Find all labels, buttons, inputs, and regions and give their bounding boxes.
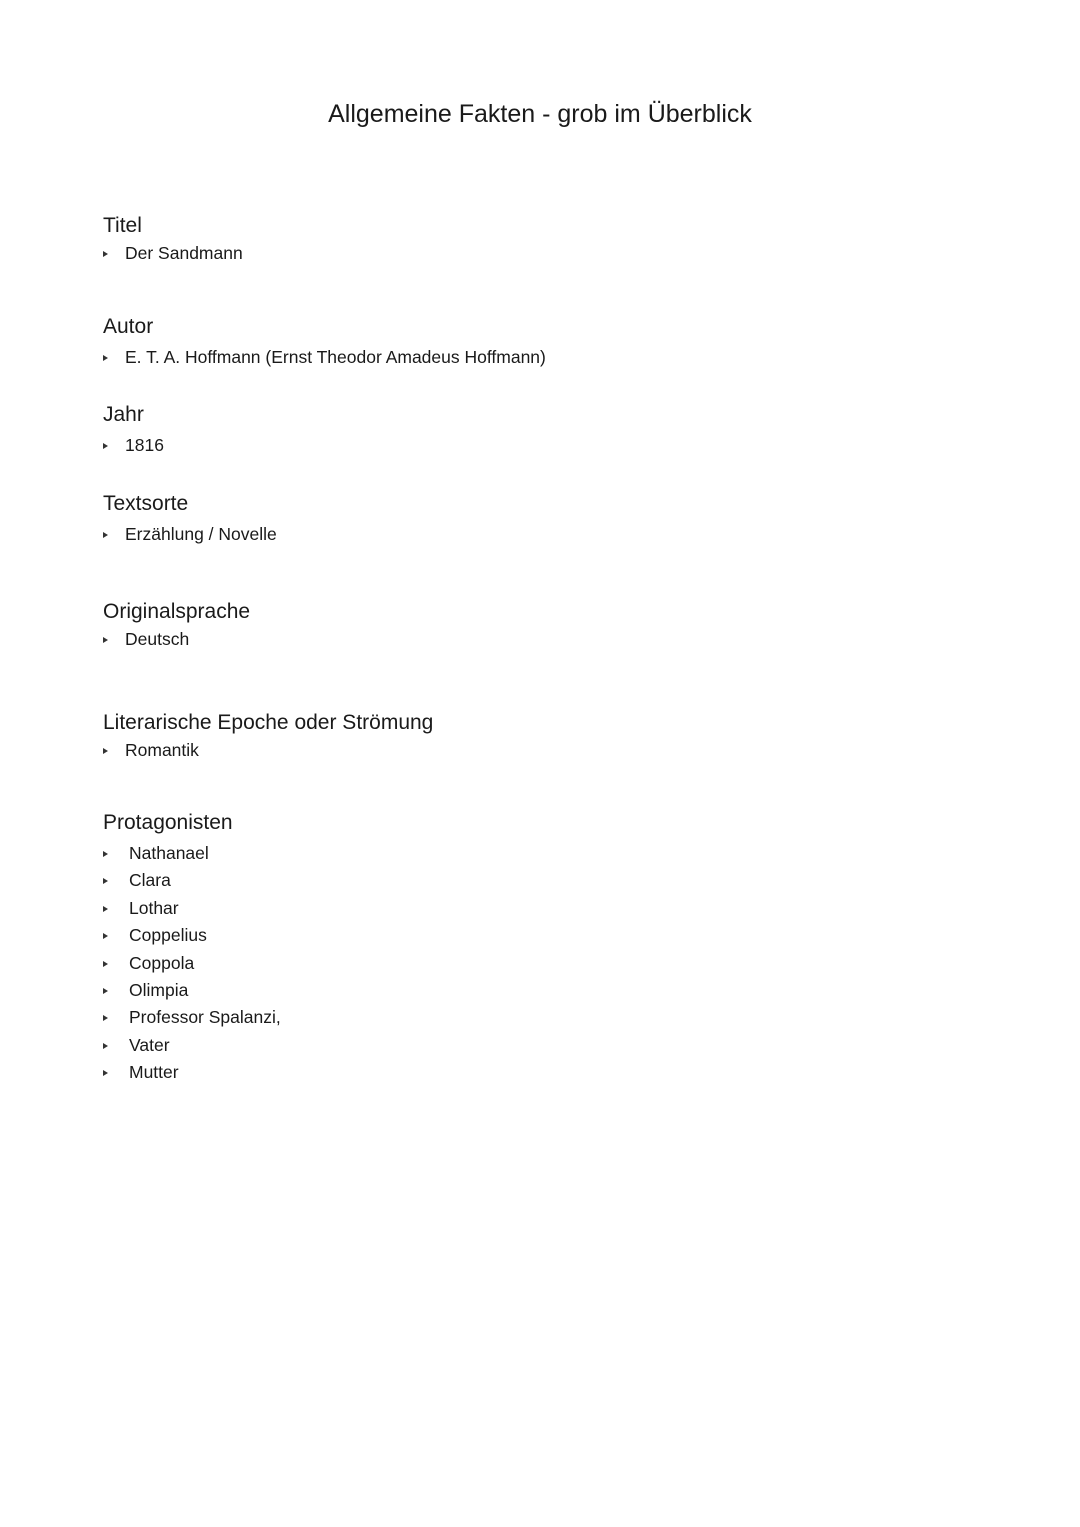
list-item-text: Coppola (129, 952, 195, 973)
triangle-right-icon (103, 933, 108, 939)
triangle-right-icon (103, 878, 108, 884)
list-item-text: Coppelius (129, 925, 207, 946)
list-item-text: Clara (129, 870, 171, 891)
section-heading-autor: Autor (103, 315, 154, 338)
list-item (103, 840, 1003, 867)
section-protagonisten (103, 809, 1003, 1087)
list-item (103, 922, 1003, 949)
list-item-text: Der Sandmann (125, 243, 243, 263)
list-item (103, 977, 1003, 1004)
list-item-text: Mutter (129, 1062, 179, 1083)
triangle-right-icon (103, 1043, 108, 1049)
section-autor (103, 313, 1003, 371)
list-item-text: E. T. A. Hoffmann (Ernst Theodor Amadeus Hoffmann) (125, 347, 546, 367)
triangle-right-icon (103, 988, 108, 994)
bullet-list-autor (103, 344, 1003, 371)
list-item-text: Erzählung / Novelle (125, 524, 277, 544)
list-item (103, 950, 1003, 977)
bullet-list-textsorte (103, 521, 1003, 548)
triangle-right-icon (103, 1070, 108, 1076)
section-heading-titel: Titel (103, 214, 142, 237)
section-epoche (103, 709, 1003, 764)
bullet-list-epoche (103, 737, 1003, 764)
bullet-list-originalsprache (103, 626, 1003, 653)
list-item (103, 240, 1003, 267)
triangle-right-icon (103, 851, 108, 857)
list-item-text: Romantik (125, 740, 199, 760)
section-heading-jahr: Jahr (103, 403, 144, 426)
section-heading-originalsprache: Originalsprache (103, 600, 251, 623)
list-item (103, 1004, 1003, 1031)
section-originalsprache (103, 598, 1003, 653)
triangle-right-icon (103, 443, 108, 449)
section-heading-epoche: Literarische Epoche oder Strömung (103, 711, 434, 734)
page-title: Allgemeine Fakten - grob im Überblick (328, 100, 752, 128)
list-item-text: Lothar (129, 897, 179, 918)
list-item-text: Professor Spalanzi, (129, 1007, 281, 1028)
list-item-text: Deutsch (125, 629, 190, 649)
list-item-text: Nathanael (129, 843, 209, 863)
bullet-list-protagonisten (103, 840, 1003, 1087)
list-item (103, 1059, 1003, 1086)
list-item (103, 344, 1003, 371)
triangle-right-icon (103, 355, 108, 361)
list-item (103, 1032, 1003, 1059)
triangle-right-icon (103, 748, 108, 754)
triangle-right-icon (103, 961, 108, 967)
list-item (103, 737, 1003, 764)
list-item (103, 521, 1003, 548)
list-item (103, 867, 1003, 894)
list-item-text: Vater (129, 1034, 170, 1055)
list-item (103, 626, 1003, 653)
section-textsorte (103, 490, 1003, 548)
triangle-right-icon (103, 532, 108, 538)
triangle-right-icon (103, 1015, 108, 1021)
bullet-list-jahr (103, 432, 1003, 459)
triangle-right-icon (103, 637, 108, 643)
list-item-text: 1816 (125, 435, 164, 455)
triangle-right-icon (103, 906, 108, 912)
section-heading-textsorte: Textsorte (103, 492, 189, 515)
list-item-text: Olimpia (129, 979, 189, 1000)
triangle-right-icon (103, 251, 108, 257)
bullet-list-titel (103, 240, 1003, 267)
list-item (103, 895, 1003, 922)
list-item (103, 432, 1003, 459)
section-titel (103, 212, 1003, 267)
section-heading-protagonisten: Protagonisten (103, 811, 233, 834)
section-jahr (103, 401, 1003, 459)
